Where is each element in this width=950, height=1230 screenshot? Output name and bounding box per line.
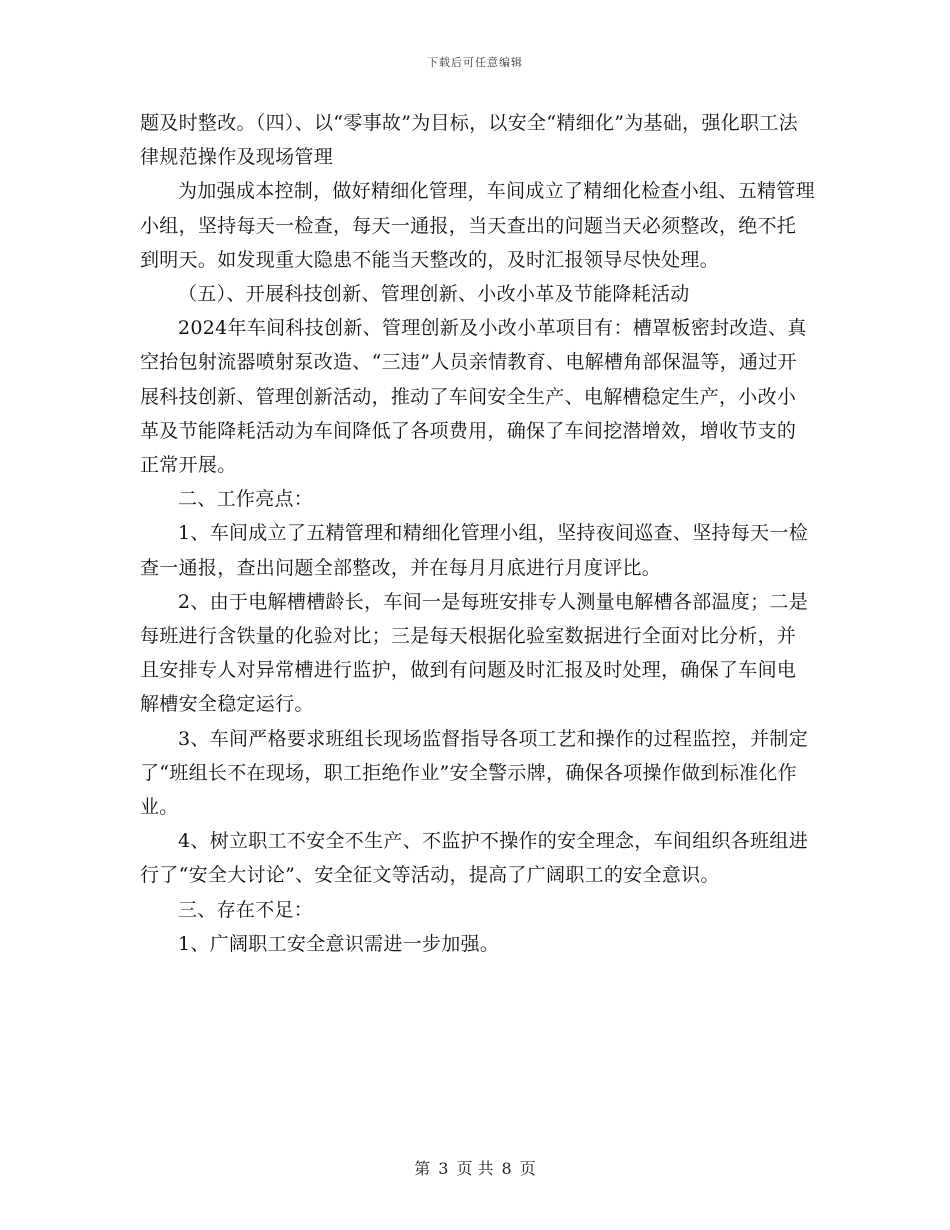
highlight-item-1: 1、车间成立了五精管理和精细化管理小组，坚持夜间巡查、坚持每天一检查一通报，查出问题全部整改，并在每月月底进行月度评比。 [140,522,808,579]
shortcoming-item-1: 1、广阔职工安全意识需进一步加强。 [178,932,500,955]
highlight-item-4: 4、树立职工不安全不生产、不监护不操作的安全理念，车间组织各班组进行了“安全大讨论”、安全征文等活动，提高了广阔职工的安全意识。 [140,830,808,887]
paragraph-4: 2024年车间科技创新、管理创新及小改小革项目有：槽罩板密封改造、真空抬包射流器喷射泵改造、“三违”人员亲情教育、电解槽角部保温等，通过开展科技创新、管理创新活动，推动了车间安全生产、电解槽稳定生产，小改小革及节能降耗活动为车间降低了各项费用，确保了车间挖潜增效，增收节支的正常开展。 [140,317,807,477]
footer-middle: 页 共 [456,1159,494,1178]
document-body [140,106,815,961]
footer-page-number: 3 [438,1159,449,1178]
section-heading-shortcomings: 三、存在不足： [178,898,314,921]
paragraph-3: （五）、开展科技创新、管理创新、小改小革及节能降耗活动 [178,283,690,306]
footer-suffix: 页 [519,1159,536,1178]
footer-total-pages: 8 [501,1159,512,1178]
paragraph-2: 为加强成本控制，做好精细化管理，车间成立了精细化检查小组、五精管理小组，坚持每天一检查，每天一通报，当天查出的问题当天必须整改，绝不托到明天。如发现重大隐患不能当天整改的，及时汇报领导尽快处理。 [140,180,815,271]
page-footer [0,1156,950,1179]
highlight-item-3: 3、车间严格要求班组长现场监督指导各项工艺和操作的过程监控，并制定了“班组长不在现场，职工拒绝作业”安全警示牌，确保各项操作做到标准化作业。 [140,727,808,819]
section-heading-highlights: 二、工作亮点： [178,488,314,511]
highlight-item-2: 2、由于电解槽槽龄长，车间一是每班安排专人测量电解槽各部温度；二是每班进行含铁量的化验对比；三是每天根据化验室数据进行全面对比分析，并且安排专人对异常槽进行监护，做到有问题及时汇报及时处理，确保了车间电解槽安全稳定运行。 [140,590,808,716]
footer-prefix: 第 [414,1159,431,1178]
paragraph-1: 题及时整改。（四）、以“零事故”为目标，以安全“精细化”为基础，强化职工法律规范操作及现场管理 [140,112,798,169]
page-header: 下载后可任意编辑 [427,56,523,69]
